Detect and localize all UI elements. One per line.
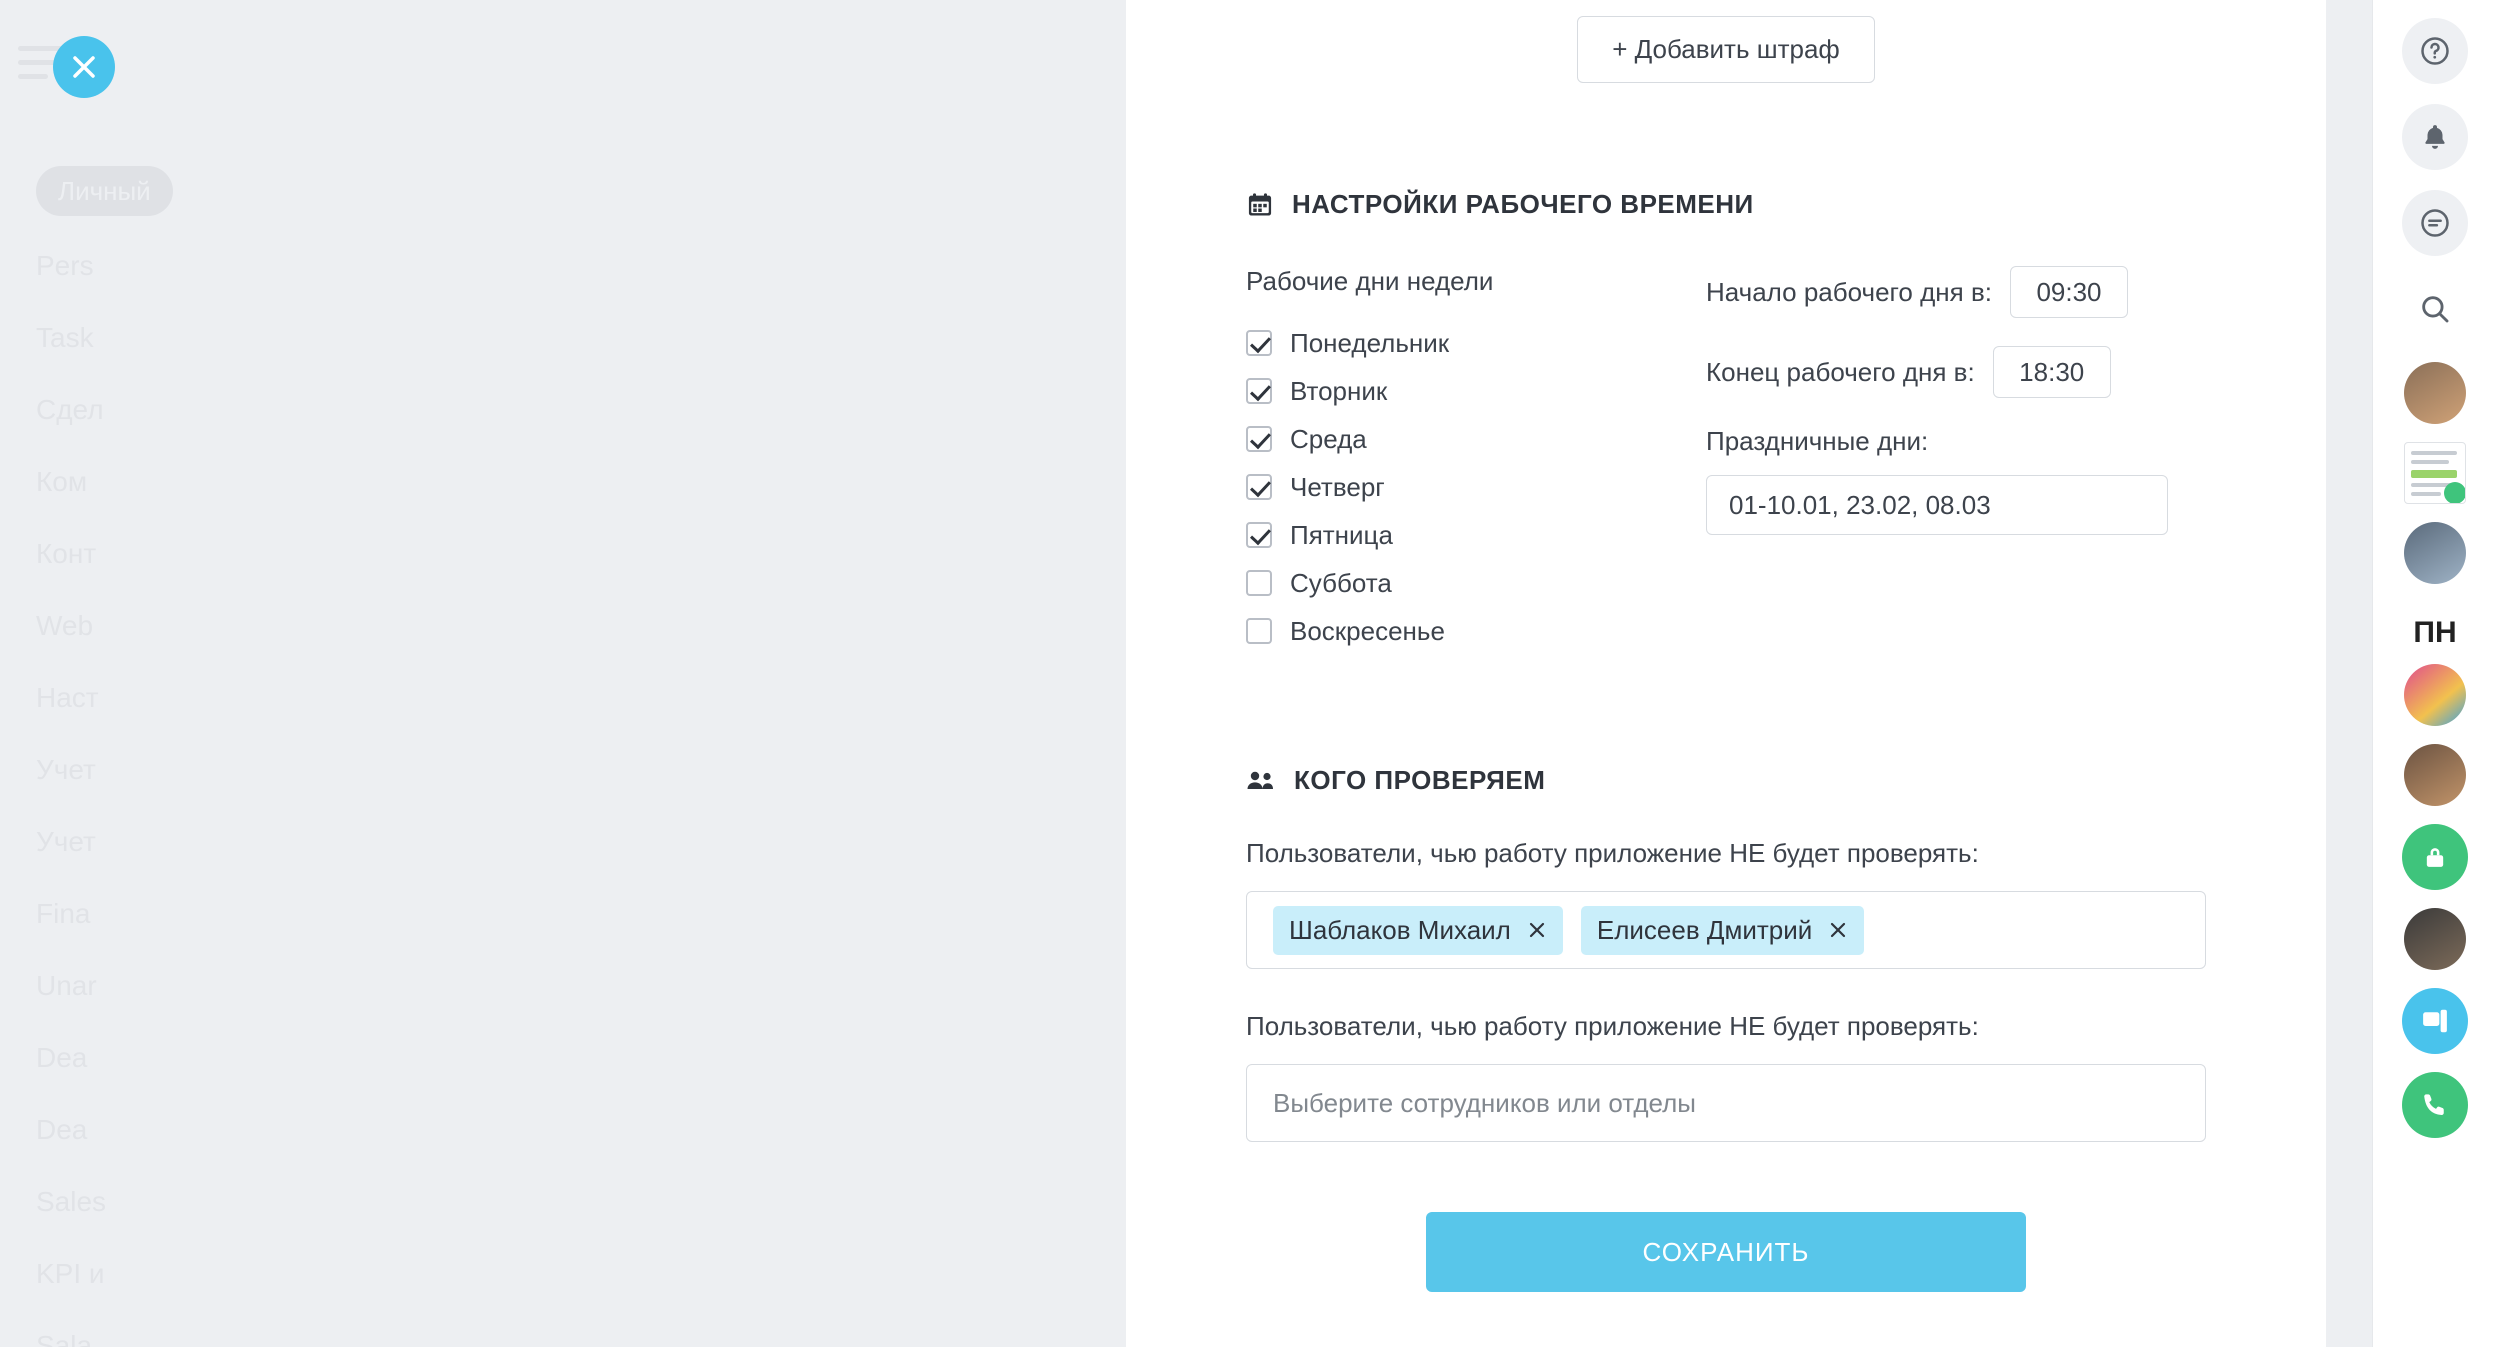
call-button[interactable] bbox=[2402, 1072, 2468, 1138]
day-label: Четверг bbox=[1290, 471, 1385, 502]
excluded-users-label: Пользователи, чью работу приложение НЕ будет проверять: bbox=[1246, 838, 1979, 868]
day-row[interactable] bbox=[1246, 323, 1706, 363]
day-row[interactable] bbox=[1246, 611, 1706, 651]
people-icon bbox=[1246, 769, 1276, 793]
day-label: Воскресенье bbox=[1290, 615, 1445, 646]
checkbox-monday[interactable] bbox=[1246, 330, 1272, 356]
user-tag-label: Шаблаков Михаил bbox=[1289, 914, 1511, 945]
save-row bbox=[1246, 1212, 2206, 1292]
checkbox-wednesday[interactable] bbox=[1246, 426, 1272, 452]
add-fine-row bbox=[1246, 0, 2206, 83]
day-label: Суббота bbox=[1290, 567, 1392, 598]
search-icon[interactable] bbox=[2402, 276, 2468, 342]
day-label: Пятница bbox=[1290, 519, 1393, 550]
employees-select[interactable]: Выберите сотрудников или отделы bbox=[1246, 1064, 2206, 1142]
end-time-input[interactable] bbox=[1993, 346, 2111, 398]
user-tag[interactable] bbox=[1273, 906, 1563, 955]
day-label: Понедельник bbox=[1290, 327, 1450, 358]
avatar-initials[interactable]: ПН bbox=[2404, 602, 2466, 664]
avatar-3[interactable] bbox=[2404, 664, 2466, 726]
day-row[interactable] bbox=[1246, 563, 1706, 603]
day-row[interactable] bbox=[1246, 419, 1706, 459]
checkbox-sunday[interactable] bbox=[1246, 618, 1272, 644]
who-section-header bbox=[1246, 765, 2206, 796]
work-hours-column bbox=[1706, 266, 2206, 659]
start-time-label: Начало рабочего дня в: bbox=[1706, 276, 1992, 307]
holidays-label: Праздничные дни: bbox=[1706, 426, 1929, 456]
day-label: Среда bbox=[1290, 423, 1367, 454]
day-row[interactable] bbox=[1246, 515, 1706, 555]
work-days-column bbox=[1246, 266, 1706, 659]
start-time-row bbox=[1706, 266, 2206, 318]
doc-thumb[interactable] bbox=[2404, 442, 2466, 504]
day-row[interactable] bbox=[1246, 371, 1706, 411]
user-tag[interactable] bbox=[1581, 906, 1864, 955]
day-row[interactable] bbox=[1246, 467, 1706, 507]
bell-icon[interactable] bbox=[2402, 104, 2468, 170]
remove-tag-icon[interactable] bbox=[1527, 920, 1547, 940]
second-users-label: Пользователи, чью работу приложение НЕ будет проверять: bbox=[1246, 1011, 1979, 1041]
section-title: НАСТРОЙКИ РАБОЧЕГО ВРЕМЕНИ bbox=[1292, 189, 1754, 219]
holidays-input[interactable] bbox=[1706, 475, 2168, 535]
work-days-list bbox=[1246, 323, 1706, 651]
user-tag-label: Елисеев Дмитрий bbox=[1596, 914, 1813, 945]
add-fine-button[interactable]: + Добавить штраф bbox=[1577, 16, 1875, 83]
remove-tag-icon[interactable] bbox=[1828, 920, 1848, 940]
work-time-body bbox=[1246, 266, 2206, 659]
avatar-1[interactable] bbox=[2404, 362, 2466, 424]
save-button[interactable]: СОХРАНИТЬ bbox=[1426, 1212, 2026, 1292]
right-rail bbox=[2372, 0, 2497, 1347]
calendar-icon bbox=[1246, 191, 1274, 219]
chat-icon[interactable] bbox=[2402, 190, 2468, 256]
end-time-label: Конец рабочего дня в: bbox=[1706, 356, 1975, 387]
checkbox-saturday[interactable] bbox=[1246, 570, 1272, 596]
settings-modal bbox=[1126, 0, 2326, 1347]
end-time-row bbox=[1706, 346, 2206, 398]
checkbox-friday[interactable] bbox=[1246, 522, 1272, 548]
excluded-users-field[interactable] bbox=[1246, 891, 2206, 969]
help-icon[interactable] bbox=[2402, 18, 2468, 84]
checkbox-thursday[interactable] bbox=[1246, 474, 1272, 500]
modal-content bbox=[1126, 0, 2326, 1292]
open-chat-button[interactable] bbox=[2402, 988, 2468, 1054]
day-label: Вторник bbox=[1290, 375, 1388, 406]
work-time-section-header bbox=[1246, 189, 2206, 220]
lock-icon[interactable] bbox=[2402, 824, 2468, 890]
avatar-5[interactable] bbox=[2404, 908, 2466, 970]
avatar-4[interactable] bbox=[2404, 744, 2466, 806]
section-title: КОГО ПРОВЕРЯЕМ bbox=[1294, 765, 1546, 795]
checkbox-tuesday[interactable] bbox=[1246, 378, 1272, 404]
start-time-input[interactable] bbox=[2010, 266, 2128, 318]
avatar-2[interactable] bbox=[2404, 522, 2466, 584]
close-icon[interactable] bbox=[53, 36, 115, 98]
work-days-label: Рабочие дни недели bbox=[1246, 266, 1494, 296]
